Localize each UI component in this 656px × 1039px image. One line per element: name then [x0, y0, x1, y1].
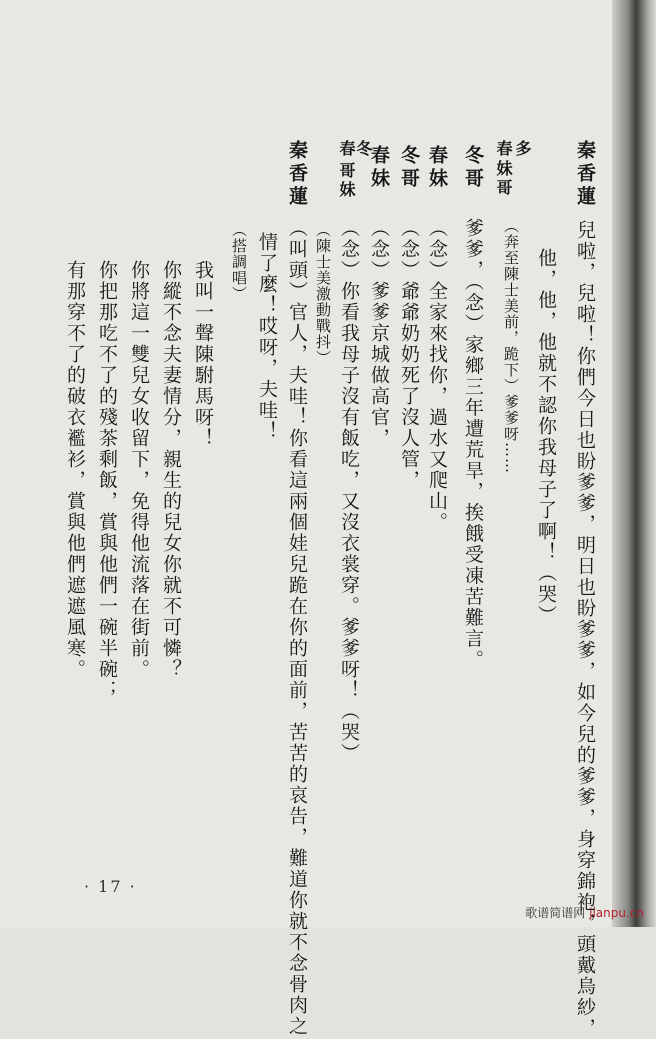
line-3-speaker-c: 妹哥 — [494, 160, 513, 198]
watermark-url: jianpu.cn — [589, 906, 644, 920]
speaker-label: 秦香蓮 — [574, 140, 596, 209]
line-1 — [574, 140, 596, 209]
dialogue-line-6: （念）爺爺奶奶死了沒人管， — [398, 218, 420, 491]
dialogue-line-2: 他，他，他就不認你我母子了啊！（哭） — [535, 248, 557, 626]
song-line-1: 我叫一聲陳駙馬呀！ — [192, 260, 214, 449]
dialogue-line-11: 情了麼！哎呀，夫哇！ — [256, 232, 278, 442]
dialogue-line-10: （叫頭）官人，夫哇！你看這兩個娃兒跪在你的面前，苦苦的哀告，難道你就不念骨肉之 — [286, 218, 308, 1037]
page-number: · 17 · — [84, 877, 137, 896]
dialogue-line-7: （念）爹爹京城做高官， — [368, 218, 390, 449]
watermark — [525, 904, 644, 921]
dialogue-line-4: 爹爹，（念）家鄉三年遭荒旱，挨餓受凍苦難言。 — [462, 218, 484, 671]
watermark-text: 歌谱简谱网 — [525, 906, 586, 920]
line-10-speaker: 秦香蓮 — [286, 140, 308, 209]
line-5-speaker: 春妹 — [426, 145, 448, 191]
dialogue-line-1: 兒啦，兒啦！你們今日也盼爹爹，明日也盼爹爹，如今兒的爹爹，身穿錦袍，頭戴烏紗， — [574, 220, 596, 1039]
page-binding-edge — [612, 0, 656, 927]
line-8-speaker-b: 春 — [337, 140, 356, 159]
line-8-speaker: 冬 — [354, 140, 373, 159]
line-3-speaker: 多 — [513, 140, 532, 159]
line-7-speaker: 春妹 — [368, 145, 390, 191]
line-3-speaker-b: 春 — [494, 140, 513, 159]
song-line-2: 你縱不念夫妻情分，親生的兒女你就不可憐？ — [160, 260, 182, 680]
dialogue-line-3: （奔至陳士美前，跪下）爹爹呀…… — [502, 218, 520, 474]
line-6-speaker: 冬哥 — [398, 145, 420, 191]
line-4-speaker: 冬哥 — [462, 145, 484, 191]
song-line-3: 你將這一雙兒女收留下，免得他流落在街前。 — [128, 260, 150, 680]
dialogue-line-5: （念）全家來找你，過水又爬山。 — [426, 218, 448, 533]
sing-direction: （搭調唱） — [230, 222, 248, 302]
song-line-4: 你把那吃不了的殘茶剩飯，賞與他們一碗半碗； — [96, 260, 118, 701]
stage-direction: （陳士美激動戰抖） — [314, 222, 332, 366]
song-line-5: 有那穿不了的破衣襤衫，賞與他們遮遮風寒。 — [64, 260, 86, 680]
line-8-speaker-c: 哥妹 — [337, 162, 356, 200]
dialogue-line-8: （念）你看我母子沒有飯吃，又沒衣裳穿。爹爹呀！（哭） — [338, 218, 360, 764]
